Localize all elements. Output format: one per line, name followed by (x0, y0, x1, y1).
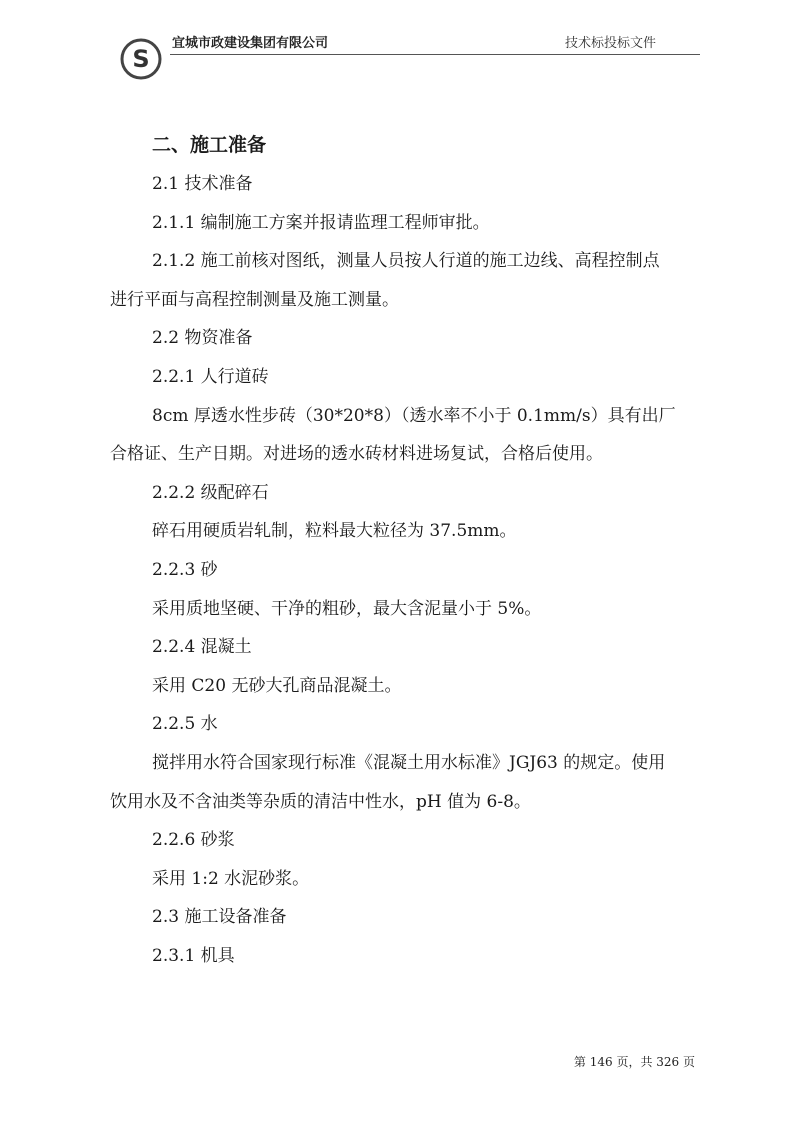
heading-machinery: 2.3.1 机具 (152, 945, 235, 966)
text-line: 8cm 厚透水性步砖（30*20*8）（透水率不小于 0.1mm/s）具有出厂 (152, 405, 676, 426)
section-heading: 二、施工准备 (152, 134, 267, 156)
heading-water: 2.2.5 水 (152, 714, 218, 735)
text-line: 2.1.2 施工前核对图纸，测量人员按人行道的施工边线、高程控制点 (152, 251, 660, 272)
heading-brick: 2.2.1 人行道砖 (152, 366, 269, 387)
company-s-logo-icon (118, 36, 164, 82)
text-line: 进行平面与高程控制测量及施工测量。 (110, 289, 399, 310)
paragraph-water (110, 744, 698, 821)
text-line: 搅拌用水符合国家现行标准《混凝土用水标准》JGJ63 的规定。使用 (152, 752, 666, 773)
heading-gravel: 2.2.2 级配碎石 (152, 482, 269, 503)
page-header (110, 22, 700, 82)
header-divider (170, 54, 700, 55)
heading-tech-prep: 2.1 技术准备 (152, 174, 253, 194)
text-mortar: 采用 1:2 水泥砂浆。 (152, 868, 310, 889)
text-gravel: 碎石用硬质岩轧制，粒料最大粒径为 37.5mm。 (152, 521, 517, 542)
text-line: 饮用水及不含油类等杂质的清洁中性水，pH 值为 6-8。 (110, 791, 531, 812)
company-name: 宜城市政建设集团有限公司 (172, 36, 329, 51)
heading-equipment-prep: 2.3 施工设备准备 (152, 907, 287, 928)
paragraph-brick (110, 397, 698, 474)
logo-letter: S (132, 45, 150, 73)
heading-concrete: 2.2.4 混凝土 (152, 637, 252, 658)
text-tech-1: 2.1.1 编制施工方案并报请监理工程师审批。 (152, 212, 490, 233)
page-number: 第 146 页，共 326 页 (573, 1055, 695, 1069)
document-type: 技术标投标文件 (564, 36, 656, 51)
heading-material-prep: 2.2 物资准备 (152, 328, 253, 349)
paragraph-tech-2 (110, 242, 698, 319)
page-content (110, 125, 698, 975)
heading-sand: 2.2.3 砂 (152, 559, 218, 580)
heading-mortar: 2.2.6 砂浆 (152, 830, 235, 851)
text-sand: 采用质地坚硬、干净的粗砂，最大含泥量小于 5%。 (152, 598, 542, 619)
text-concrete: 采用 C20 无砂大孔商品混凝土。 (152, 675, 402, 696)
text-line: 合格证、生产日期。对进场的透水砖材料进场复试，合格后使用。 (110, 444, 603, 465)
